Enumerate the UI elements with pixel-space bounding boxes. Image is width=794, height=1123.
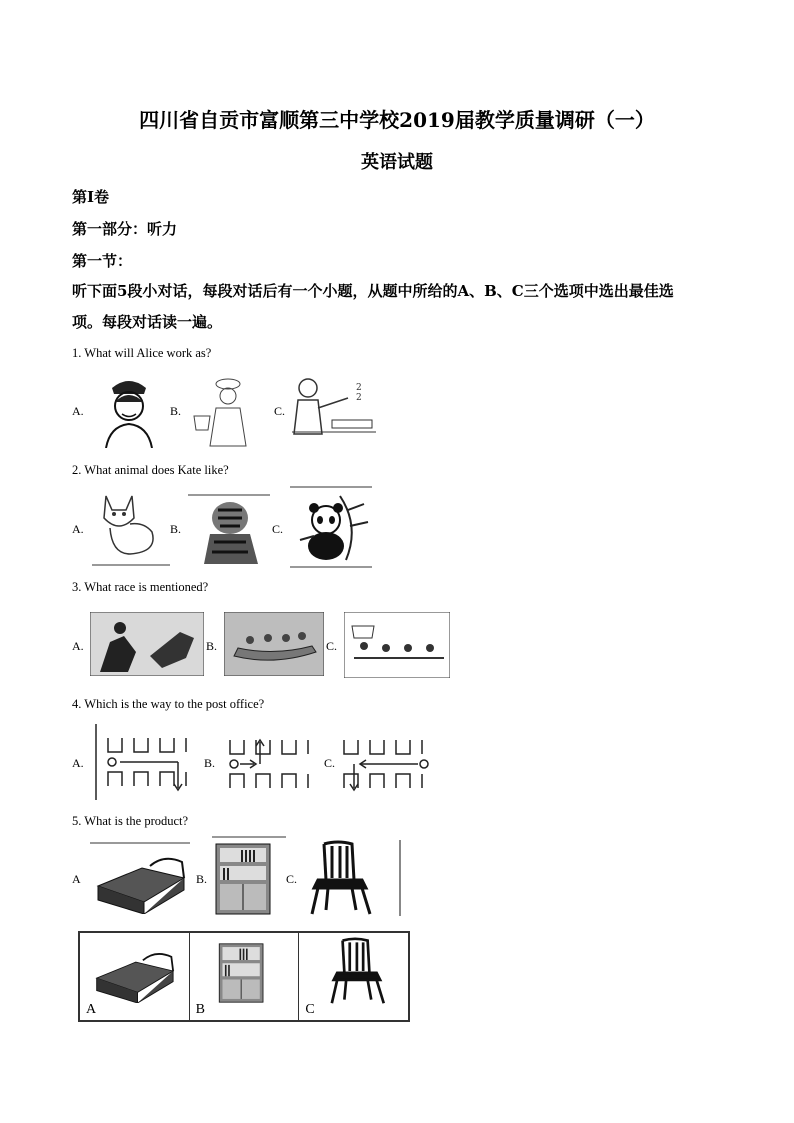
q3-option-c[interactable]: C. <box>326 639 338 653</box>
instruction <box>72 276 732 338</box>
tiger-icon <box>188 494 270 566</box>
question-5: 5. What is the product? <box>72 814 189 828</box>
q5-option-b[interactable]: B. <box>196 872 208 886</box>
section-heading: 第一节： <box>72 252 133 270</box>
volume-heading: 第I卷 <box>72 188 110 206</box>
bookcase-icon <box>212 836 286 916</box>
panel-cell-b[interactable] <box>190 933 300 1020</box>
question-3: 3. What race is mentioned? <box>72 580 209 594</box>
q2-option-b[interactable]: B. <box>170 522 182 536</box>
svg-text:2: 2 <box>356 393 362 403</box>
map-route-c-icon <box>340 732 432 798</box>
panel-label-b: B <box>195 1002 206 1017</box>
q4-option-c[interactable]: C. <box>324 756 336 770</box>
q1-option-b[interactable]: B. <box>170 404 182 418</box>
bed-icon <box>90 842 190 914</box>
q4-option-a[interactable]: A. <box>72 756 84 770</box>
teacher-icon <box>292 374 376 448</box>
tug-of-war-icon <box>344 612 450 678</box>
q3-option-b[interactable]: B. <box>206 639 218 653</box>
nurse-icon <box>98 372 160 448</box>
cat-icon <box>92 488 170 566</box>
panel-label-a: A <box>86 1002 97 1017</box>
boat-race-icon <box>224 612 324 676</box>
page-title: 四川省自贡市富顺第三中学校2019届教学质量调研（一） <box>139 108 655 132</box>
q2-option-c[interactable]: C. <box>272 522 284 536</box>
map-route-b-icon <box>226 732 322 798</box>
running-race-icon <box>90 612 204 676</box>
instruction-line-2: 项。每段对话读一遍。 <box>72 313 223 331</box>
chair-icon <box>321 937 391 1005</box>
page-subtitle: 英语试题 <box>361 152 433 173</box>
instruction-line-1: 听下面5段小对话，每段对话后有一个小题，从题中所给的A、B、C三个选项中选出最佳选 <box>72 282 674 300</box>
map-route-a-icon <box>94 724 198 800</box>
q3-option-a[interactable]: A. <box>72 639 84 653</box>
svg-text:2: 2 <box>356 383 362 393</box>
question-2: 2. What animal does Kate like? <box>72 463 229 477</box>
panel-cell-a[interactable] <box>80 933 190 1020</box>
q1-option-a[interactable]: A. <box>72 404 84 418</box>
q5-option-a[interactable]: A <box>72 872 81 886</box>
product-options-panel <box>78 931 410 1022</box>
q2-option-a[interactable]: A. <box>72 522 84 536</box>
chair-icon <box>304 840 402 916</box>
q4-option-b[interactable]: B. <box>204 756 216 770</box>
q5-option-c[interactable]: C. <box>286 872 298 886</box>
question-4: 4. Which is the way to the post office? <box>72 697 265 711</box>
part-heading: 第一部分：听力 <box>72 220 178 238</box>
bed-icon <box>86 939 182 1003</box>
panel-cell-c[interactable] <box>299 933 408 1020</box>
panel-label-c: C <box>305 1002 315 1017</box>
panda-icon <box>290 486 372 568</box>
question-1: 1. What will Alice work as? <box>72 346 212 360</box>
q1-option-c[interactable]: C. <box>274 404 286 418</box>
bookcase-icon <box>216 937 276 1009</box>
waitress-icon <box>188 376 258 448</box>
